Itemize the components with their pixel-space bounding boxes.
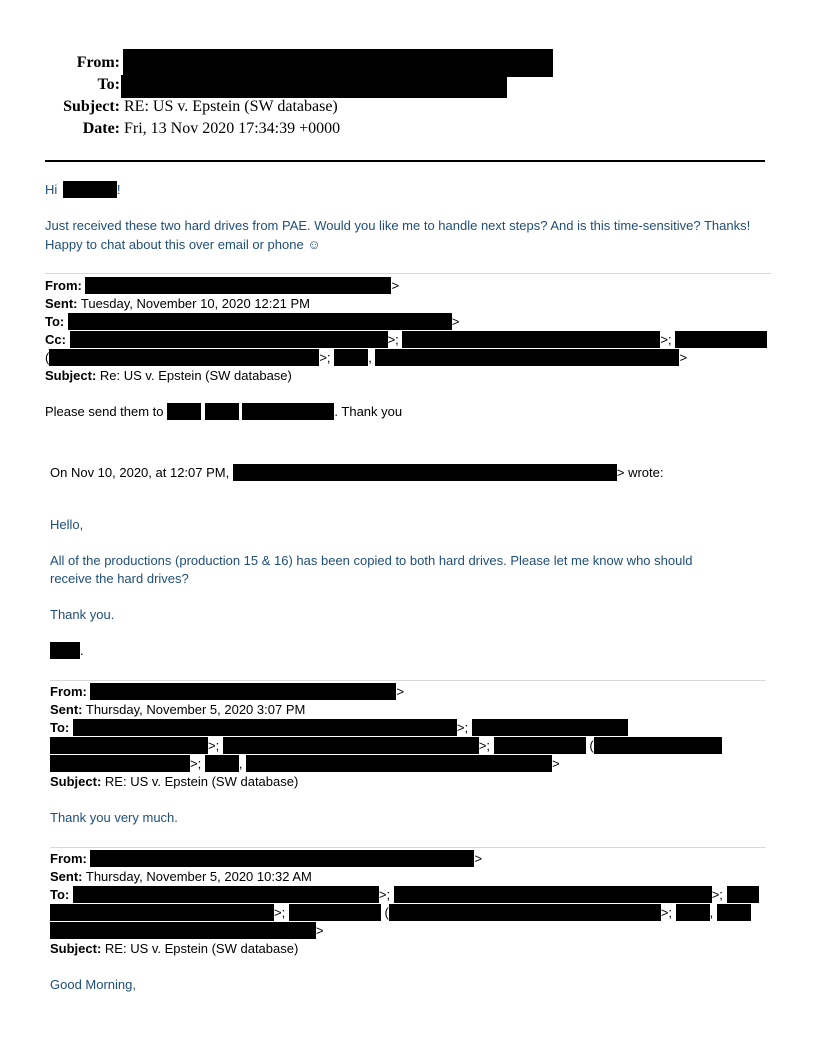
subject-label: Subject: [50,941,102,956]
body-line: All of the productions (production 15 & 16) has been copied to both hard drives. Please let me know who should [50,553,693,568]
greeting-text: Hi [45,182,58,197]
angle-bracket: > [451,314,460,329]
redacted-recipient [472,719,628,736]
msg2-to-row [45,313,459,331]
redacted-cc [70,331,388,348]
angle-bracket: > [396,684,405,699]
from-label: From: [50,851,87,866]
msg2-sent-row [45,295,310,313]
msg5-subject-row [50,940,298,958]
subject-value: RE: US v. Epstein (SW database) [104,774,299,789]
redacted-sender [85,277,391,294]
angle-bracket: > [552,756,560,771]
redacted-recipient [73,886,379,903]
attribution-text: On Nov 10, 2020, at 12:07 PM, [50,465,230,480]
redacted-name [167,403,201,420]
msg2-subject-row [45,367,292,385]
paren: ( [589,738,594,753]
msg2-cc-row [45,331,767,349]
redacted-cc [49,349,319,366]
redacted-cc [402,331,660,348]
redacted-recipient [50,755,190,772]
msg3-signature [50,642,84,660]
subject-value: RE: US v. Epstein (SW database) [104,941,299,956]
redacted-recipient [289,904,381,921]
redacted-name [242,403,334,420]
to-label: To: [50,887,70,902]
greeting-punct: ! [116,182,121,197]
redacted-recipient [223,737,479,754]
msg3-thanks: Thank you. [50,607,115,622]
paren: ( [384,905,389,920]
message-divider [45,273,771,274]
header-divider [45,160,765,162]
subject-label: Subject: [45,368,97,383]
msg2-from-row [45,277,399,295]
date-label: Date: [82,120,120,137]
msg5-to-row-cont [50,904,751,922]
comma: , [238,756,243,771]
body-line: Just received these two hard drives from PAE. Would you like me to handle next steps? And is this time-sensitive? Thanks! [45,218,751,233]
msg5-from-row [50,850,482,868]
from-label: From: [50,684,87,699]
redacted-recipient [246,755,552,772]
redacted-recipient [594,737,722,754]
redacted-name [63,181,117,198]
message-divider [50,847,766,848]
msg4-subject-row [50,773,298,791]
subject-value: Re: US v. Epstein (SW database) [99,368,292,383]
redacted-recipient [68,313,452,330]
message-divider [50,680,766,681]
redacted-recipient [394,886,712,903]
body-line: receive the hard drives? [50,571,189,586]
body-line: Happy to chat about this over email or phone ☺ [45,237,321,252]
separator: >; [190,756,202,771]
signature-punct: . [80,643,84,658]
separator: >; [456,720,469,735]
redacted-recipient [676,904,710,921]
redacted-sender [90,683,396,700]
msg4-to-row-cont [50,755,560,773]
redacted-sender [90,850,474,867]
separator: >; [208,738,220,753]
subject-label: Subject: [63,98,120,115]
redacted-recipient [73,719,457,736]
from-label: From: [76,54,120,71]
attribution-text: > wrote: [616,465,664,480]
sent-value: Thursday, November 5, 2020 3:07 PM [85,702,306,717]
separator: >; [319,350,331,365]
body-text: . Thank you [334,404,403,419]
separator: >; [274,905,286,920]
redacted-cc [375,349,679,366]
sent-value: Tuesday, November 10, 2020 12:21 PM [80,296,310,311]
msg4-sent-row [50,701,305,719]
redacted-recipient [50,737,208,754]
separator: >; [478,738,491,753]
separator: >; [711,887,723,902]
redacted-name [50,642,80,659]
greeting-line [45,181,121,199]
subject-value: RE: US v. Epstein (SW database) [124,98,338,115]
redacted-recipient [389,904,661,921]
msg5-to-row [50,886,759,904]
sent-label: Sent: [45,296,78,311]
redacted-cc [675,331,767,348]
comma: , [368,350,372,365]
body-text: Please send them to [45,404,164,419]
redacted-cc [334,349,368,366]
msg2-cc-row-cont [45,349,687,367]
sent-value: Thursday, November 5, 2020 10:32 AM [85,869,312,884]
msg2-body [45,403,402,421]
from-label: From: [45,278,82,293]
redacted-recipient [50,904,274,921]
msg5-to-row-cont [50,922,324,940]
sent-label: Sent: [50,702,83,717]
separator: >; [660,332,672,347]
redacted-recipient [205,755,239,772]
msg4-body: Thank you very much. [50,810,178,825]
redacted-recipient [494,737,586,754]
to-label: To: [97,76,120,93]
redacted-recipient [727,886,759,903]
angle-bracket: > [391,278,400,293]
msg5-sent-row [50,868,312,886]
redacted-sender [233,464,617,481]
separator: >; [387,332,399,347]
msg3-attribution [50,464,663,482]
redacted-recipient [121,75,507,98]
redacted-name [205,403,239,420]
msg4-to-row [50,719,628,737]
paren: ( [45,350,50,365]
angle-bracket: > [474,851,483,866]
sent-label: Sent: [50,869,83,884]
date-value: Fri, 13 Nov 2020 17:34:39 +0000 [124,120,341,137]
msg4-to-row-cont [50,737,722,755]
comma: , [709,905,714,920]
msg5-body: Good Morning, [50,977,136,992]
redacted-sender [123,49,553,77]
cc-label: Cc: [45,332,66,347]
redacted-recipient [50,922,316,939]
separator: >; [378,887,391,902]
angle-bracket: > [679,350,688,365]
subject-label: Subject: [50,774,102,789]
separator: >; [660,905,673,920]
to-label: To: [45,314,65,329]
redacted-recipient [717,904,751,921]
msg3-hello: Hello, [50,517,84,532]
msg4-from-row [50,683,404,701]
angle-bracket: > [316,923,324,938]
to-label: To: [50,720,70,735]
